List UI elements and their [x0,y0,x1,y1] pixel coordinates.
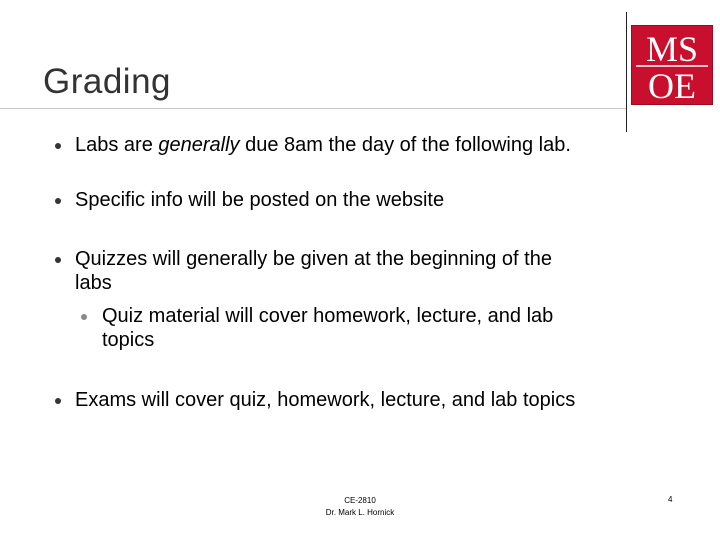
bullet-dot [55,398,61,404]
bullet-item: Quizzes will generally be given at the beginning of the [75,248,552,270]
bullet-dot [55,198,61,204]
svg-text:MS: MS [645,29,699,69]
bullet-item [75,134,571,157]
bullet-dot [55,143,61,149]
slide-footer [290,495,430,519]
svg-text:OE: OE [648,66,696,104]
page-number: 4 [668,495,673,504]
bullet-item: Exams will cover quiz, homework, lecture, and lab topics [75,389,576,411]
bullet-emphasis: generally [158,134,240,156]
sub-bullet-dot [81,314,87,320]
footer-course: CE-2810 [344,496,376,505]
footer-author: Dr. Mark L. Hornick [325,508,395,517]
bullet-item-continued: labs [75,272,112,294]
bullet-text: Labs are [75,134,159,156]
bullet-dot [55,257,61,263]
slide-title: Grading [43,62,172,101]
sub-bullet-item: Quiz material will cover homework, lecture, and lab [102,305,554,327]
sub-bullet-item-continued: topics [102,329,155,351]
bullet-text: due 8am the day of the following lab. [239,134,571,156]
bullet-item: Specific info will be posted on the website [75,189,445,211]
